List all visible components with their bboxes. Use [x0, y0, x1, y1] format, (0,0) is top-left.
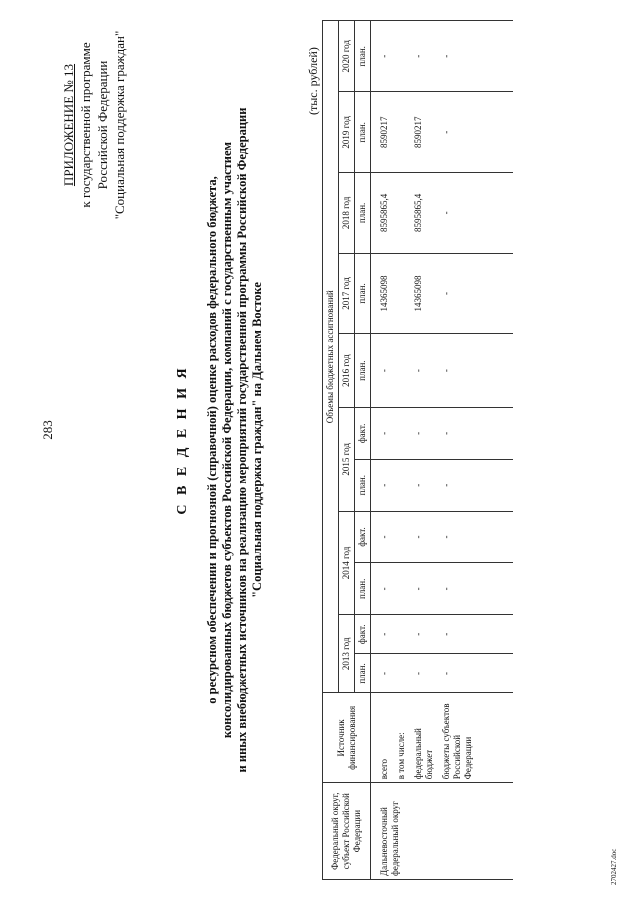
- cell-value: -: [437, 511, 513, 563]
- header-plan: план.: [355, 334, 371, 408]
- header-fact: факт.: [355, 615, 371, 654]
- document-title-block: [175, 100, 265, 780]
- header-plan: план.: [355, 563, 371, 615]
- cell-value: -: [437, 173, 513, 254]
- header-plan: план.: [355, 21, 371, 93]
- cell-value: -: [371, 21, 393, 93]
- header-year: 2015 год: [339, 407, 355, 511]
- cell-value: -: [437, 654, 513, 693]
- header-year: 2017 год: [339, 253, 355, 334]
- appendix-title: ПРИЛОЖЕНИЕ № 13: [61, 63, 76, 187]
- cell-value: -: [409, 654, 437, 693]
- cell-value: 8595865,4: [409, 173, 437, 254]
- cell-source: бюджеты субъектов Российской Федерации: [437, 693, 513, 783]
- cell-value: -: [371, 459, 393, 511]
- cell-value: -: [371, 563, 393, 615]
- cell-value: -: [437, 459, 513, 511]
- cell-value: -: [409, 563, 437, 615]
- cell-source: в том числе:: [392, 693, 409, 783]
- cell-value: -: [409, 511, 437, 563]
- budget-table: [322, 20, 513, 880]
- cell-value: -: [371, 615, 393, 654]
- header-year: 2020 год: [339, 21, 355, 93]
- table-row: [392, 21, 409, 880]
- cell-value: 8595865,4: [371, 173, 393, 254]
- header-plan: план.: [355, 173, 371, 254]
- footer-file-code: 2702427.doc: [610, 848, 618, 885]
- header-year: 2013 год: [339, 615, 355, 693]
- header-year: 2018 год: [339, 173, 355, 254]
- cell-value: -: [409, 21, 437, 93]
- header-region: Федеральный округ, субъект Российской Федерации: [323, 783, 371, 880]
- table-row: [437, 21, 513, 880]
- appendix-line: к государственной программе: [78, 42, 93, 208]
- cell-value: -: [437, 615, 513, 654]
- cell-value: 14365098: [409, 253, 437, 334]
- document-heading: С В Е Д Е Н И Я: [175, 365, 190, 515]
- cell-value: -: [409, 615, 437, 654]
- cell-value: 8590217: [371, 92, 393, 173]
- document-subtitle: [205, 100, 265, 780]
- table-row: [409, 21, 437, 880]
- cell-value: -: [409, 334, 437, 408]
- header-plan: план.: [355, 654, 371, 693]
- header-year: 2019 год: [339, 92, 355, 173]
- subtitle-line: "Социальная поддержка граждан" на Дальнем Востоке: [250, 282, 264, 598]
- header-fact: факт.: [355, 407, 371, 459]
- cell-value: -: [371, 654, 393, 693]
- header-source: Источник финансирования: [323, 693, 371, 783]
- cell-source: федеральный бюджет: [409, 693, 437, 783]
- cell-value: -: [437, 407, 513, 459]
- header-plan: план.: [355, 92, 371, 173]
- cell-value: 14365098: [371, 253, 393, 334]
- header-plan: план.: [355, 459, 371, 511]
- appendix-line: "Социальная поддержка граждан": [112, 30, 127, 220]
- cell-value: -: [437, 563, 513, 615]
- cell-value: -: [409, 407, 437, 459]
- header-fact: факт.: [355, 511, 371, 563]
- cell-value: -: [437, 21, 513, 93]
- cell-value: -: [409, 459, 437, 511]
- cell-value: -: [371, 511, 393, 563]
- table-row: [371, 21, 393, 880]
- cell-value: -: [371, 334, 393, 408]
- header-plan: план.: [355, 253, 371, 334]
- subtitle-line: и иных внебюджетных источников на реализацию мероприятий государственной программы Российской Федерации: [235, 107, 249, 773]
- header-year: 2014 год: [339, 511, 355, 615]
- subtitle-line: консолидированных бюджетов субъектов Российской Федерации, компаний с государственным участием: [220, 141, 234, 739]
- cell-value: -: [437, 253, 513, 334]
- appendix-line: Российской Федерации: [95, 60, 110, 190]
- cell-value: 8590217: [409, 92, 437, 173]
- cell-region: Дальневосточный федеральный округ: [371, 783, 514, 880]
- cell-value: -: [437, 334, 513, 408]
- appendix-block: [60, 5, 128, 245]
- cell-source: всего: [371, 693, 393, 783]
- cell-value: -: [371, 407, 393, 459]
- cell-value: -: [437, 92, 513, 173]
- page-number: 283: [40, 420, 55, 440]
- subtitle-line: о ресурсном обеспечении и прогнозной (справочной) оценке расходов федерального бюджета,: [205, 176, 219, 704]
- header-budget-volumes: Объемы бюджетных ассигнований: [323, 21, 339, 694]
- header-year: 2016 год: [339, 334, 355, 408]
- units-label: (тыс. рублей): [306, 47, 320, 115]
